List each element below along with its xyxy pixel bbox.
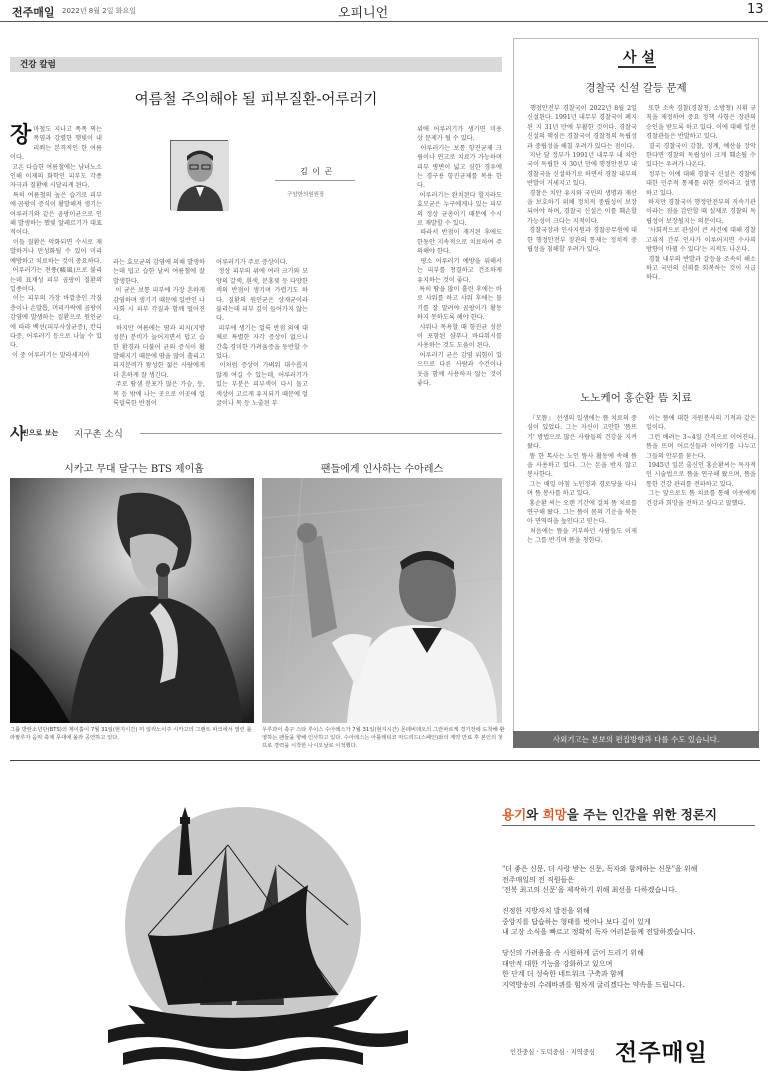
editorial-disclaimer: 사외기고는 본보의 편집방향과 다를 수도 있습니다.	[513, 731, 759, 748]
photo-section-initial: 사	[10, 424, 26, 443]
photo2-caption: 팬들에게 인사하는 수아레스	[320, 464, 444, 475]
contribution-column-1: 『모뜸』 선생의 일생에는 뜸 치료의 중심이 있었다. 그는 자신이 고안한 '뜸뜨기' 방법으로 많은 사람들의 건강을 지켜왔다. 뜸 한 톡사는 노인 뜸사 활동에 속해 뜸을 사용하고 있다. 그는 돈을 받지 않고 봉사한다. 그는 매일 아침 노인정과 경로당을 다니며 뜸 봉사를 하고 있다. 홍순환 씨는 오랜 기간에 걸쳐 뜸 치료를 연구해 왔다. 그는 뜸이 몸의 기운을 북돋아 면역력을 높인다고 믿는다. 처음에는 뜸을 거부하던 사람들도 이제는 그를 반기며 뜸을 청한다.	[527, 415, 638, 545]
health-article-column-2: 라는 효모균의 감염에 의해 발생하는데 덥고 습한 날씨 여름철에 잘 발생한다. 이 균은 보통 피부에 가장 흔하게 감염하며 생기기 때문에 일반인 나 사회 시 피부 각질과 함께 떨어진다. 하지만 여름에는 땀과 피지(지방성분) 분비가 늘어지면서 덥고 습한 환경과 더불어 균의 증식이 활발해지기 때문에 땀을 많이 흘리고 피지분비가 왕성한 젊은 사람에게 더 흔하게 잘 생긴다. 주로 땀샘 분포가 많은 가슴, 등, 목 등 밖에 나는 곳으로 이곳에 얼룩덜룩한 반점이	[113, 259, 206, 408]
ad-headline-hope: 희망	[542, 807, 567, 822]
health-article-title: 여름철 주의해야 될 피부질환-어루러기	[134, 92, 378, 108]
photo-soccer-player	[262, 478, 502, 723]
health-article-column-1	[10, 122, 103, 395]
photo1-caption: 시카고 무대 달구는 BTS 제이홉	[64, 464, 204, 475]
paper-name: 전주매일	[12, 6, 55, 19]
contribution-title: 노노케어 홍순환 뜸 치료	[580, 392, 692, 404]
section-title: 오피니언	[338, 6, 389, 21]
photo-section-divider	[140, 433, 502, 434]
photo-section-title: 지구촌 소식	[74, 429, 123, 440]
ad-slogan: 인간중심 · 도덕중심 · 지역중심	[510, 1049, 596, 1056]
photo-section-label: 진으로 보는	[22, 429, 59, 437]
ad-headline-rest: 을 주는 인간을 위한 정론지	[566, 807, 717, 822]
lighthouse-ship-illustration	[108, 805, 408, 1075]
author-photo	[170, 140, 228, 210]
author-role: 구암한의원원장	[287, 192, 325, 198]
health-article-column-4: 위에 어루러기가 생기면 미용 상 문제가 될 수 있다. 어루러기는 보통 항진균제 크림이나 연고로 치료가 가능하며 피부 병변이 넓고 심한 경우에는 경구용 항진균제를 복용 한다. 어루러기는 완치된다 할지라도 효모균은 누구에게나 있는 피부의 정상 균총이기 때문에 수시로 재발할 수 있다. 따라서 반점이 재거된 후에도 한동안 지속적으로 치료하여 주의해야 한다. 평소 어루러기 예방을 위해서는 피부를 청결하고 건조하게 유지하는 것이 좋다. 특히 땀을 많이 흘린 후에는 바로 샤워를 하고 샤워 후에는 물기를 잘 말려야 곰팡이가 활동하지 못하도록 해야 한다. 샤워나 목욕할 때 항진균 성분이 포함된 샴푸나 바디워시를 사용하는 것도 도움이 된다. 어루러기 균은 감염 위험이 있으므로 다른 사람과 수건이나 옷을 함께 사용하지 않는 것이 좋다.	[417, 126, 503, 387]
ad-brand-logo: 전주매일	[615, 1040, 708, 1066]
drop-cap: 장	[10, 122, 32, 148]
contribution-column-2: 이는 뜸에 대한 자원봉사의 기적과 같은 일이다. 그런 배려는 3~4일 간격으로 이어진다. 뜸을 뜨며 어르신들과 이야기를 나누고 그들의 안부를 묻는다. 1945년 일본 출신인 홍순환씨는 독자적인 시술법으로 뜸을 연구해 왔으며, 뜸을 통한 건강 관리를 전파하고 있다. 그는 앞으로도 뜸 치료를 통해 이웃에게 건강과 희망을 전하고 싶다고 말했다.	[646, 415, 757, 507]
editorial-label: 사 설	[623, 50, 655, 66]
ad-headline	[502, 805, 717, 823]
editorial-title: 경찰국 신설 갈등 문제	[585, 82, 687, 94]
ad-top-rule	[10, 760, 760, 761]
ad-body-text: "더 좋은 신문, 더 사랑 받는 신문, 독자와 함께하는 신문"을 위해 전주매일의 전 직원들은 '전북 최고의 신문'을 제작하기 위해 최선을 다하겠습니다. 진정한 지방자치 발전을 위해 중앙지를 답습하는 형태를 벗어나 보다 깊이 있게 내 고장 소식을 빠르고 정확히 독자 여러분들께 전달하겠습니다. 당신의 가려움을 속 시원하게 긁어 드리기 위해 대안적 대한 기능을 강화하고 있으며 한 단계 더 성숙한 네트워크 구축과 함께 지역방송의 수레바퀴를 힘차게 굴리겠다는 약속을 드립니다.	[502, 865, 698, 989]
ad-headline-underline	[502, 825, 755, 826]
page-number: 13	[747, 2, 764, 17]
issue-date: 2022년 8월 2일 화요일	[62, 7, 136, 15]
author-divider	[275, 180, 355, 181]
health-article-column-3: 어루러기가 주로 증상이다. 정상 피부의 위에 여러 크기와 모양의 갈색, 흰색, 분홍빛 등 다양한 색의 반점이 생기며 가렵기도 하다. 질환의 원인균은 상재균이라 불리는데 피부 깊이 들어가지 않는다. 피부에 생기는 얼룩 반점 외에 대체로 특별한 자각 증상이 없으나 간혹 경미한 가려움증을 동반할 수 있다. 이처럼 증상이 가벼워 대수롭지 않게 여길 수 있는데, 어루러기가 있는 부분은 피부색이 다시 돌고 색상이 고르게 유지되기 때문에 얼굴이나 목 등 노출된 부	[216, 259, 308, 408]
ad-headline-connector: 와	[526, 807, 543, 822]
health-column-header	[10, 57, 502, 72]
health-column-label: 건강 칼럼	[20, 60, 56, 70]
photo2-description: 우루과이 축구 스타 루이스 수아레스가 7월 31일(현지시간) 몬테비데오의 그란파르케 경기장에 도착해 환영하는 팬들을 향해 인사하고 있다. 수아레스는 아틀레티코 마드리드(스페인)와의 계약 만료 후 본인의 첫 프로 경력을 시작한 나시오날로 이적했다.	[262, 727, 505, 750]
photo-performer	[10, 478, 254, 723]
editorial-column-1: 행정안전부 경찰국이 2022년 8월 2일 신설된다. 1991년 내무부 경찰국이 폐지된 지 31년 만에 부활한 것이다. 경찰국 신설의 핵심은 경찰국이 경찰청의 독립성과 중립성을 해칠 우려가 있다는 점이다. 지난 달 정부가 1991년 내무부 내 치안국이 독립한 지 30년 만에 행정안전부 내 경찰국을 신설하기로 하면서 경찰 내부의 반발이 거세지고 있다. 경찰은 치안 유지와 국민의 생명과 재산을 보호하기 위해 정치적 중립성이 보장되어야 하며, 경찰국 신설은 이를 훼손할 가능성이 크다는 지적이다. 경찰국장과 인사지원과 경찰공무원에 대한 행정안전부 장관의 통제는 정치적 중립성을 침해할 우려가 있다.	[527, 105, 638, 254]
photo1-description: 그룹 방탄소년단(BTS)의 제이홉이 7월 31일(현지시간) 미 일리노이주 시카고의 그랜트 파크에서 열린 롤라팔루자 음악 축제 무대에 올라 공연하고 있다.	[10, 727, 252, 742]
author-name: 김 이 곤	[300, 167, 334, 176]
editorial-label-underline	[618, 66, 656, 68]
masthead	[0, 0, 768, 22]
editorial-column-2: 또한 소속 경찰(경찰청, 소방청) 지휘 규칙을 제정하여 중요 정책 사항은 장관의 승인을 받도록 하고 있다. 이에 대해 일선 경찰관들은 반발하고 있다. 결국 경찰국이 감찰, 징계, 예산을 장악한다면 경찰의 독립성이 크게 훼손될 수 있다는 우려가 나온다. 정부는 이에 대해 경찰국 신설은 경찰에 대한 민주적 통제를 위한 것이라고 설명하고 있다. 하지만 경찰국이 행정안전부의 직속기관이라는 점을 감안할 때 실제로 경찰의 독립성이 보장될지는 의문이다. '사회적으로 관심이 큰 사건에 대해 경찰 고위직 간부 인사가 이루어지면 수사의 방향이 바뀔 수 있다'는 지적도 나온다. 경찰 내부의 반발과 갈등을 조속히 해소하고 국민의 신뢰를 회복하는 것이 시급하다.	[646, 105, 757, 282]
ad-headline-courage: 용기	[502, 807, 527, 822]
health-article-text-1: 마철도 지나고 폭폭 찌는 폭염과 강렬한 햇빛이 내리쬐는 본격적인 한 여름이다. 고온 다습한 여름철에는 남녀노소 인해 이제의 화학인 피부도 각종 자극과 질환에 시달리게 된다. 특히 여름철의 높은 습기로 피부에 곰팡이 증식이 활발해져 생기는 어루러기와 같은 곰팡이균으로 인해 발생하는 했빛 알레르기가 대표적이다. 이들 질환은 악화되면 수시로 재발하거나 만성화될 수 있어 미리 예방하고 치료하는 것이 중요하다. 어루러기는 전풍(癜風)으로 불리는데 표재성 피부 곰팡이 질환의 일종이다. 이는 피부의 가장 바깥층인 각질층이나 손발톱, 머리카락에 곰팡이 감염에 발생하는 질환으로 원인균에 따라 백선(피부사상균증), 칸디다증, 어루러기 등으로 나눌 수 있다. 이 중 어루러기는 말라세지아	[10, 126, 103, 359]
